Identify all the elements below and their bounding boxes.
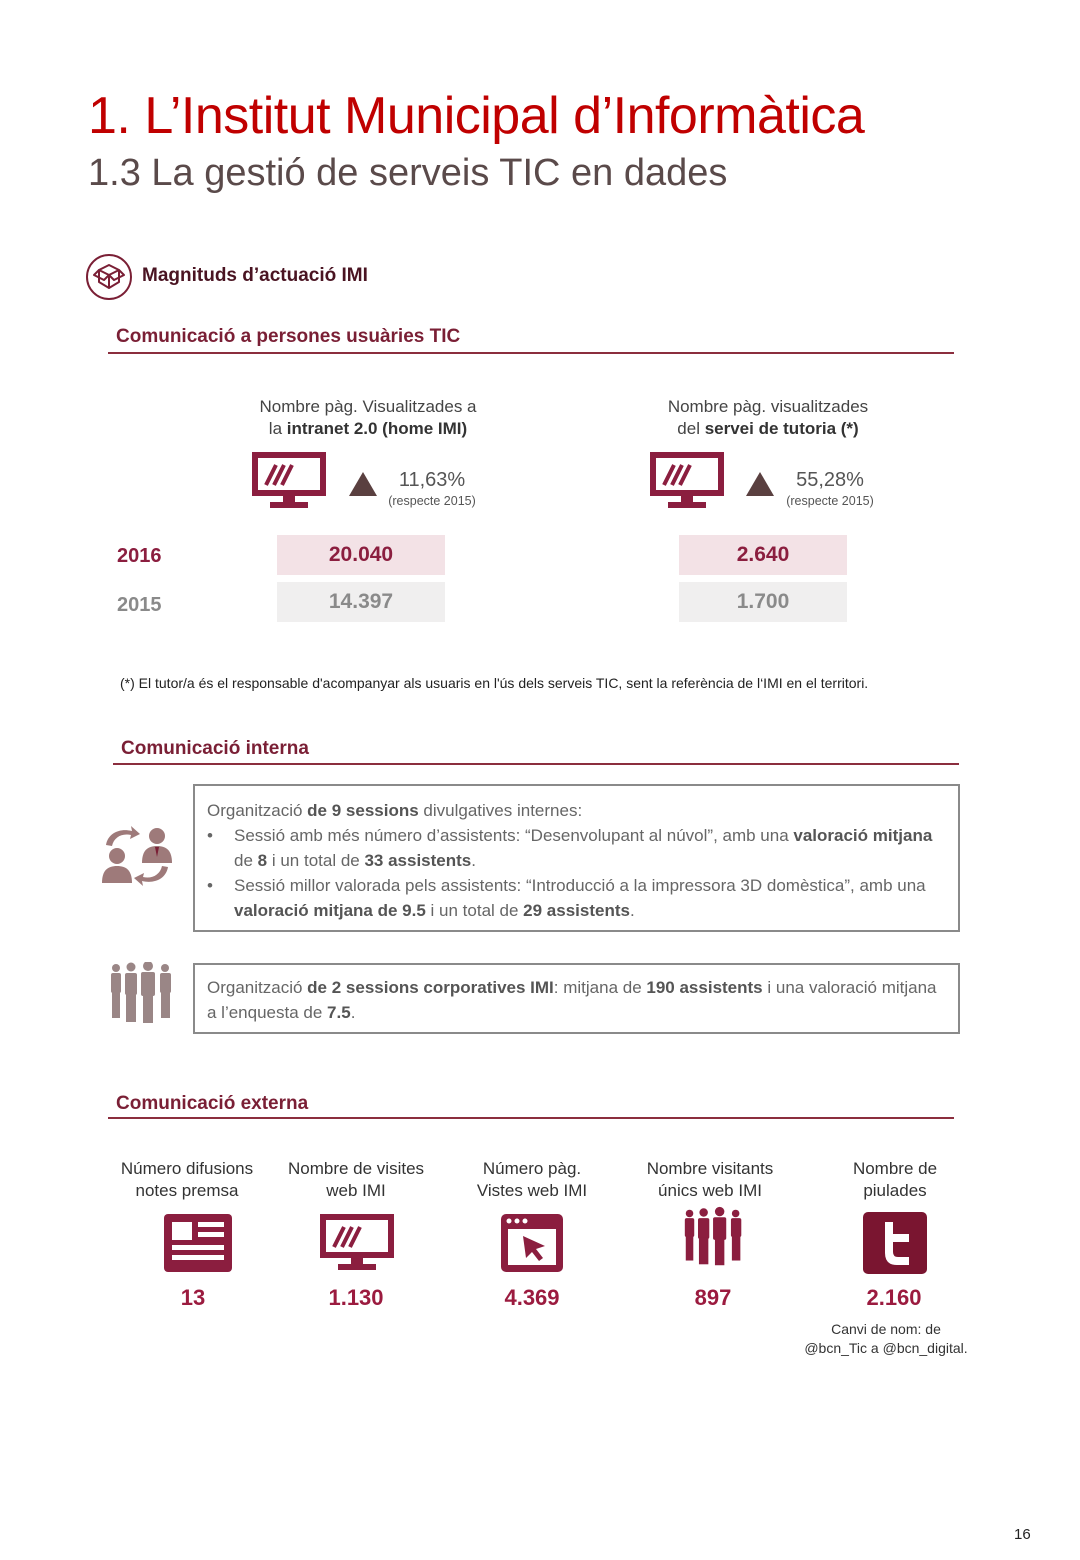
year-label-2016: 2016 xyxy=(117,545,162,567)
pct-change-note: (respecte 2015) xyxy=(388,494,476,508)
ext-value-pageviews: 4.369 xyxy=(504,1285,560,1310)
monitor-icon xyxy=(650,452,724,515)
twitter-icon xyxy=(863,1212,927,1279)
section-title-externa: Comunicació externa xyxy=(116,1093,309,1114)
value-2016: 2.640 xyxy=(679,535,847,575)
page-subtitle: 1.3 La gestió de serveis TIC en dades xyxy=(88,152,728,194)
page-title: 1. L’Institut Municipal d’Informàtica xyxy=(88,87,865,145)
page-number: 16 xyxy=(1014,1526,1031,1543)
browser-cursor-icon xyxy=(501,1214,563,1277)
year-label-2015: 2015 xyxy=(117,594,162,616)
value-2015: 1.700 xyxy=(679,582,847,622)
magnitudes-label: Magnituds d’actuació IMI xyxy=(142,265,368,286)
footnote: (*) El tutor/a és el responsable d'acompanyar als usuaris en l'ús dels serveis TIC, sent la referència de l‘IMI en el territori. xyxy=(120,675,869,691)
open-box-icon xyxy=(86,254,132,300)
ext-heading-tweets: Nombre de piulades xyxy=(852,1159,938,1200)
section-title-usuaris: Comunicació a persones usuàries TIC xyxy=(116,326,461,347)
ext-value-tweets: 2.160 xyxy=(866,1285,922,1310)
list-item: • Sessió millor valorada pels assistents: “Introducció a la impressora 3D domèstica”, amb una valoració mitjana de 9.5 i un total de 29 assistents. xyxy=(207,876,926,920)
monitor-icon xyxy=(252,452,326,515)
newspaper-icon xyxy=(164,1214,232,1277)
rename-note: Canvi de nom: de @bcn_Tic a @bcn_digital. xyxy=(804,1321,968,1356)
stat-heading-tutoria: Nombre pàg. visualitzades del servei de tutoria (*) xyxy=(667,397,869,438)
value-2016: 20.040 xyxy=(277,535,445,575)
ext-heading-pageviews: Número pàg. Vistes web IMI xyxy=(476,1159,588,1200)
monitor-icon xyxy=(320,1214,394,1277)
pct-change: 55,28% xyxy=(796,469,864,491)
internal-sessions-box: Organització de 9 sessions divulgatives internes: • Sessió amb més número d’assistents: “Desenvolupant al núvol”, amb una valoració mitjana de 8 i un total de 33 assistents. • Sessió millor valorada pels assistents: “Introducció a la impressora 3D domèstica”, amb una valoració mitjana de 9.5 i un total de 29 assistents. xyxy=(193,784,960,932)
stat-heading-intranet: Nombre pàg. Visualitzades a la intranet 2.0 (home IMI) xyxy=(259,397,477,438)
pct-change-note: (respecte 2015) xyxy=(786,494,874,508)
people-group-icon xyxy=(108,962,176,1029)
people-exchange-icon xyxy=(98,825,176,892)
ext-value-visitors: 897 xyxy=(694,1285,732,1310)
people-group-icon xyxy=(682,1206,746,1273)
corporate-sessions-box: Organització de 2 sessions corporatives IMI: mitjana de 190 assistents i una valoració mitjana a l’enquesta de 7.5. xyxy=(193,963,960,1034)
section-title-interna: Comunicació interna xyxy=(121,738,309,759)
section-divider xyxy=(108,1117,954,1119)
ext-value-press: 13 xyxy=(180,1285,206,1310)
ext-heading-press: Número difusions notes premsa xyxy=(120,1159,254,1200)
ext-heading-visits: Nombre de visites web IMI xyxy=(287,1159,425,1200)
ext-heading-visitors: Nombre visitants únics web IMI xyxy=(646,1159,774,1200)
pct-change: 11,63% xyxy=(398,469,466,491)
section-divider xyxy=(108,352,954,354)
section-divider xyxy=(113,763,959,765)
ext-value-visits: 1.130 xyxy=(328,1285,384,1310)
value-2015: 14.397 xyxy=(277,582,445,622)
list-item: • Sessió amb més número d’assistents: “Desenvolupant al núvol”, amb una valoració mitjana de 8 i un total de 33 assistents. xyxy=(207,826,933,870)
